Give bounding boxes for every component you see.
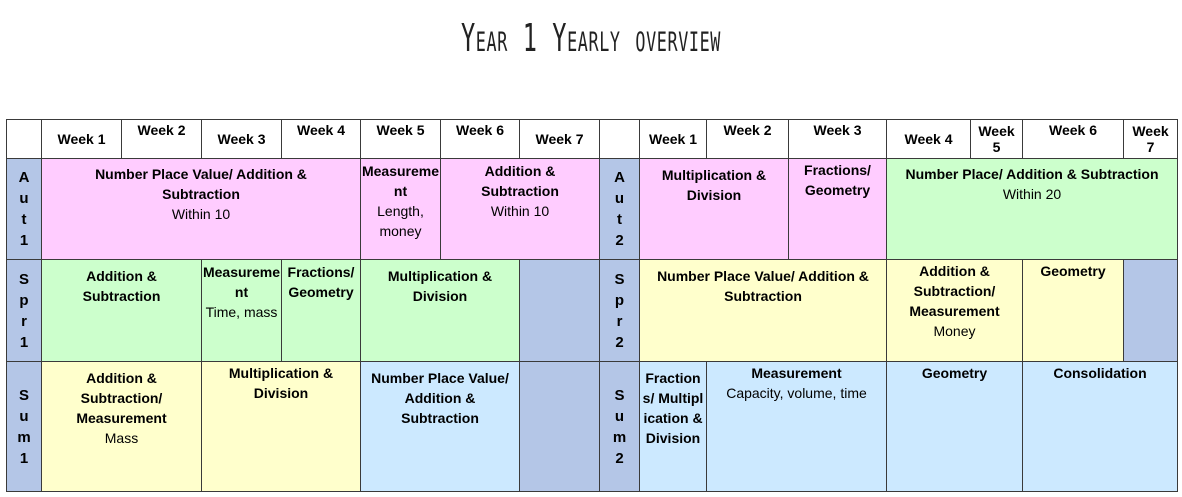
term-letter: S <box>18 270 29 288</box>
term-letter: A <box>614 169 625 186</box>
spr2-number-place-value <box>639 259 887 362</box>
term-letter: 2 <box>615 449 624 467</box>
spr2-empty-week7 <box>1123 259 1178 362</box>
term-letter: u <box>19 407 29 425</box>
topic-title: Multiplication & Division <box>228 365 334 401</box>
term-letter: u <box>19 190 29 207</box>
topic-title: Measurement <box>751 365 842 381</box>
header-week-right-4: Week 4 <box>886 119 971 159</box>
topic-detail: Within 10 <box>490 203 550 219</box>
aut2-number-place <box>886 158 1178 260</box>
aut2-fractions-geometry <box>788 158 887 260</box>
term-label-aut2 <box>599 158 640 260</box>
topic-detail: Length, money <box>377 203 424 239</box>
term-letter: r <box>21 312 27 330</box>
topic-title: Number Place Value/ Addition & Subtraction <box>657 268 869 304</box>
header-week-right-3: Week 3 <box>788 119 887 159</box>
term-letter: m <box>17 428 31 446</box>
spr2-geometry <box>1022 259 1124 362</box>
topic-title: Addition & Subtraction <box>481 163 559 199</box>
header-week-left-6: Week 6 <box>440 119 520 159</box>
topic-title: Consolidation <box>1053 365 1147 381</box>
aut1-number-place-value <box>41 158 361 260</box>
header-week-right-6: Week 6 <box>1022 119 1124 159</box>
term-letter: p <box>614 291 625 309</box>
header-week-left-3: Week 3 <box>201 119 282 159</box>
topic-detail: Time, mass <box>205 304 278 320</box>
topic-detail: Capacity, volume, time <box>726 385 867 401</box>
topic-title: Number Place/ Addition & Subtraction <box>905 166 1159 182</box>
topic-title: Geometry <box>1040 263 1106 279</box>
topic-title: Addition & Subtraction <box>82 268 161 304</box>
term-label-sum2 <box>599 361 640 492</box>
header-week-left-7: Week 7 <box>519 119 600 159</box>
sum2-measurement <box>706 361 887 492</box>
term-letter: 1 <box>19 232 29 249</box>
spr1-multiplication-division <box>360 259 520 362</box>
term-letter: S <box>614 270 625 288</box>
aut1-measurement <box>360 158 441 260</box>
spr1-addition-subtraction <box>41 259 202 362</box>
term-letter: A <box>18 169 30 186</box>
spr2-addition-subtraction-measurement <box>886 259 1023 362</box>
term-letter: t <box>21 211 27 228</box>
topic-title: Fractions/ Geometry <box>287 264 355 300</box>
header-week-left-5: Week 5 <box>360 119 441 159</box>
term-letter: p <box>19 291 29 309</box>
header-week-left-2: Week 2 <box>121 119 202 159</box>
sum2-geometry <box>886 361 1023 492</box>
term-letter: u <box>614 407 625 425</box>
header-corner-right <box>599 119 640 159</box>
term-label-spr1 <box>6 259 42 362</box>
topic-title: Number Place Value/ Addition & Subtraction <box>95 166 307 202</box>
header-week-right-5: Week 5 <box>970 119 1023 159</box>
term-letter: S <box>614 386 625 404</box>
term-letter: r <box>616 312 623 330</box>
term-letter: 1 <box>19 333 29 351</box>
topic-title: Fractions/ Geometry <box>804 162 871 198</box>
term-letter: t <box>617 211 622 228</box>
header-corner-left <box>6 119 42 159</box>
sum1-addition-subtraction-measurement <box>41 361 202 492</box>
sum1-empty-week7 <box>519 361 600 492</box>
aut1-addition-subtraction <box>440 158 600 260</box>
topic-detail: Within 20 <box>1002 186 1062 202</box>
spr1-fractions-geometry <box>281 259 361 362</box>
sum2-fractions-multiplication <box>639 361 707 492</box>
spr1-measurement <box>201 259 282 362</box>
topic-title: Multiplication & Division <box>661 167 767 203</box>
term-letter: 2 <box>615 232 624 249</box>
topic-title: Number Place Value/ Addition & Subtraction <box>371 370 509 426</box>
term-letter: m <box>612 428 627 446</box>
term-letter: 2 <box>615 333 624 351</box>
header-week-right-7: Week 7 <box>1123 119 1178 159</box>
topic-detail: Money <box>933 323 976 339</box>
topic-title: Measurement <box>361 163 440 199</box>
topic-detail: Within 10 <box>171 206 231 222</box>
term-label-sum1 <box>6 361 42 492</box>
topic-title: Addition & Subtraction/ Measurement <box>909 263 1000 319</box>
topic-detail: Mass <box>104 430 139 446</box>
header-week-right-2: Week 2 <box>706 119 789 159</box>
spr1-empty-week7 <box>519 259 600 362</box>
term-label-spr2 <box>599 259 640 362</box>
term-letter: u <box>614 190 625 207</box>
topic-title: Fractions/ Multiplication & Division <box>642 370 704 446</box>
header-week-left-4: Week 4 <box>281 119 361 159</box>
term-letter: 1 <box>19 449 29 467</box>
aut2-multiplication-division <box>639 158 789 260</box>
sum2-consolidation <box>1022 361 1178 492</box>
page-title: Year 1 Yearly overview <box>460 16 721 60</box>
topic-title: Addition & Subtraction/ Measurement <box>76 370 167 426</box>
topic-title: Measurement <box>202 264 281 300</box>
topic-title: Geometry <box>921 365 988 381</box>
term-letter: S <box>18 386 29 404</box>
header-week-right-1: Week 1 <box>639 119 707 159</box>
term-label-aut1 <box>6 158 42 260</box>
topic-title: Multiplication & Division <box>387 268 493 304</box>
sum1-multiplication-division <box>201 361 361 492</box>
sum1-number-place-value <box>360 361 520 492</box>
header-week-left-1: Week 1 <box>41 119 122 159</box>
